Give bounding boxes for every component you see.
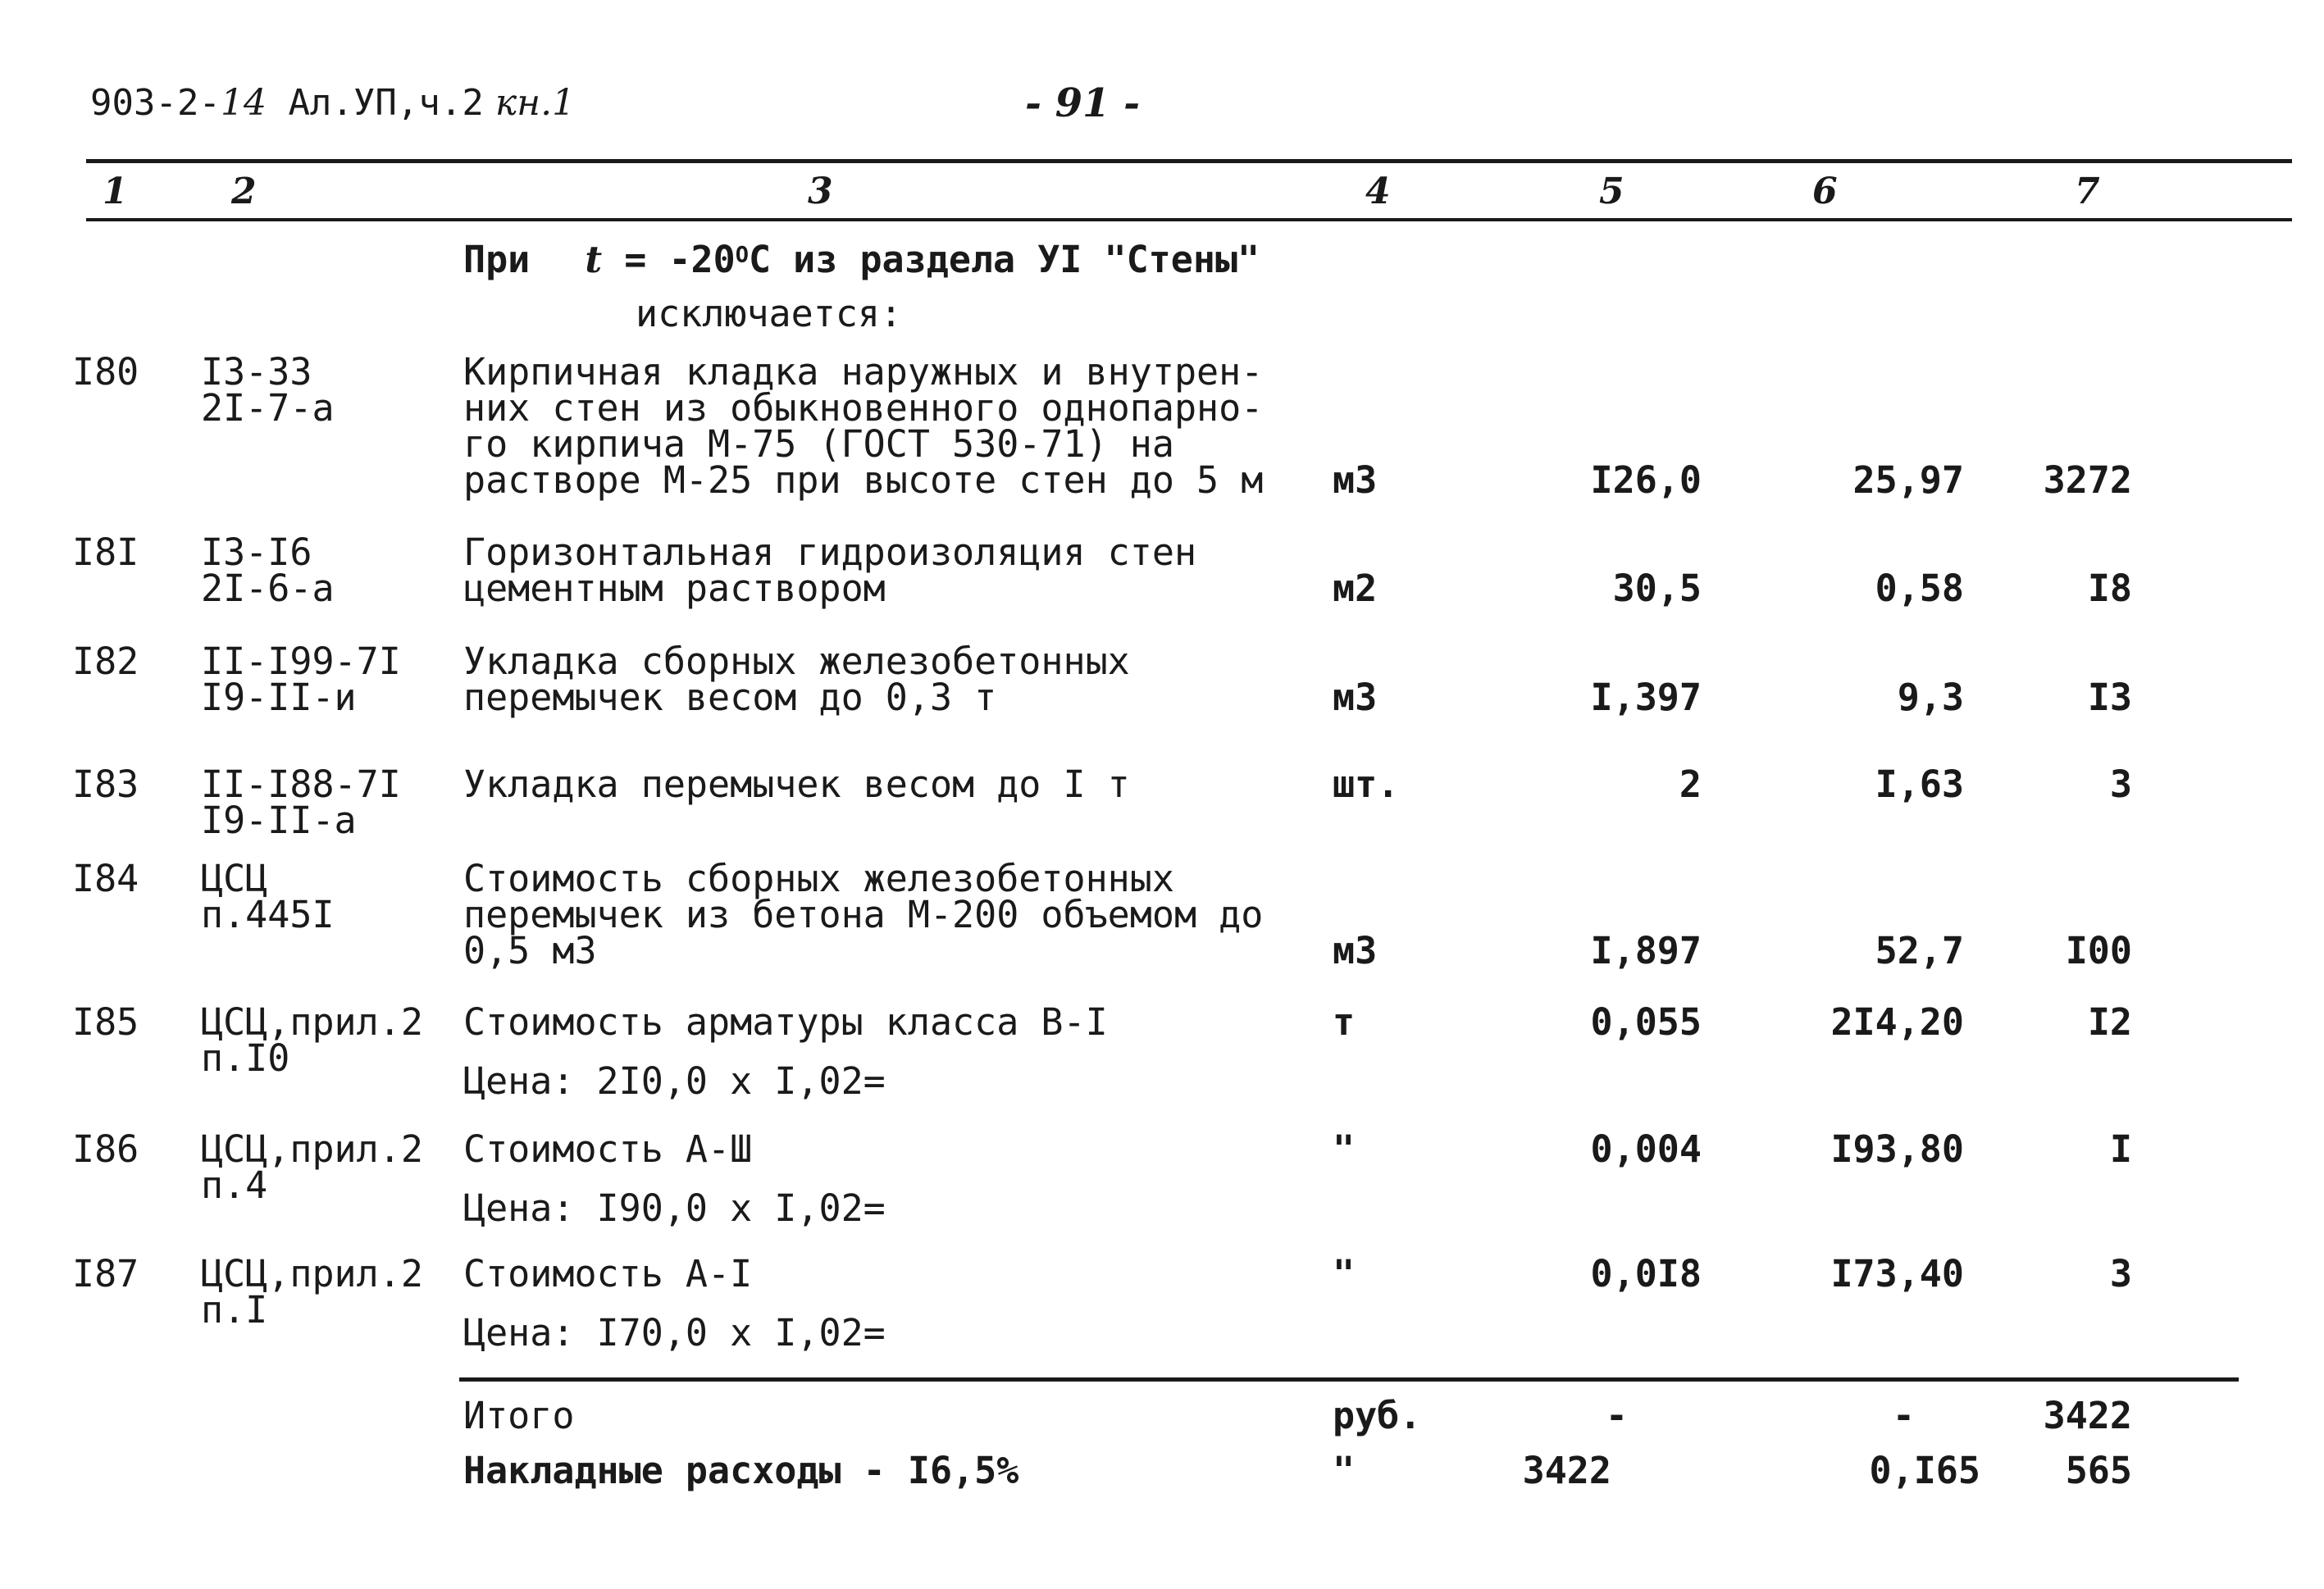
row-code: ЦСЦ,прил.2 [201,1000,423,1044]
intro-sup: O [735,242,749,268]
totals-price: - [1892,1394,1915,1437]
row-total: 3 [2109,1252,2132,1295]
col-num-5: 5 [1599,171,1625,212]
intro-line-1 [463,238,1260,281]
row-total: I3 [2087,676,2132,719]
row-price: 25,97 [1852,458,1964,502]
row-code: ЦСЦ [201,857,268,900]
row-quantity: 30,5 [1612,567,1702,610]
intro-eq: = -20 [602,238,736,281]
doc-prefix: 903-2- [90,82,221,124]
row-unit: " [1333,1252,1356,1295]
row-code: ЦСЦ,прил.2 [201,1127,423,1171]
row-code: I3-I6 [201,530,312,574]
row-quantity: 0,0I8 [1590,1252,1702,1295]
row-description: перемычек из бетона М-200 объемом до [463,893,1264,936]
row-price: 52,7 [1875,929,1964,972]
row-description: Стоимость А-I [463,1252,753,1295]
row-number: I83 [72,763,139,806]
row-number: I82 [72,640,139,683]
row-unit: м3 [1333,458,1378,502]
row-unit: т [1333,1000,1356,1044]
doc-hand-number: 14 [220,82,267,124]
col-num-2: 2 [231,171,257,212]
row-quantity: 0,004 [1590,1127,1702,1171]
row-code: ЦСЦ,прил.2 [201,1252,423,1295]
row-unit: шт. [1333,763,1400,806]
totals-total: 565 [2065,1449,2132,1492]
row-code: п.4 [201,1163,268,1207]
row-unit: м3 [1333,676,1378,719]
row-number: I87 [72,1252,139,1295]
intro-line-2: исключается: [636,292,903,335]
row-code: п.I0 [201,1036,290,1080]
header-bottom-rule [86,218,2292,221]
row-quantity: I26,0 [1590,458,1702,502]
row-price: 2I4,20 [1830,1000,1964,1044]
row-description: Горизонтальная гидроизоляция стен [463,530,1197,574]
col-num-4: 4 [1365,171,1391,212]
row-total: I [2109,1127,2132,1171]
row-description: Укладка перемычек весом до I т [463,763,1130,806]
row-price: 9,3 [1897,676,1964,719]
row-description: них стен из обыкновенного однопарно- [463,386,1264,430]
row-total: 3272 [2043,458,2132,502]
intro-prefix: При [463,238,531,281]
top-rule [86,159,2292,163]
row-code: п.445I [201,893,335,936]
row-number: I86 [72,1127,139,1171]
row-price: I,63 [1875,763,1964,806]
doc-mid: Ал.УП,ч.2 [266,82,484,124]
row-description: Стоимость А-Ш [463,1127,753,1171]
row-price: 0,58 [1875,567,1964,610]
row-number: I80 [72,350,139,394]
row-description: перемычек весом до 0,3 т [463,676,997,719]
row-number: I85 [72,1000,139,1044]
row-total: I2 [2087,1000,2132,1044]
row-number: I8I [72,530,139,574]
row-code: I9-II-и [201,676,357,719]
totals-price: 0,I65 [1869,1449,1980,1492]
row-code: II-I88-7I [201,763,401,806]
intro-rest: C из раздела УI "Стены" [749,238,1260,281]
row-code: II-I99-7I [201,640,401,683]
page-number: - 91 - [1025,80,1141,126]
totals-rule [459,1377,2239,1382]
row-description: Укладка сборных железобетонных [463,640,1130,683]
row-description: Цена: 2I0,0 х I,02= [463,1059,886,1103]
row-total: I8 [2087,567,2132,610]
row-description: го кирпича М-75 (ГОСТ 530-71) на [463,422,1174,466]
row-code: п.I [201,1288,268,1332]
col-num-6: 6 [1812,171,1838,212]
row-unit: " [1333,1127,1356,1171]
row-quantity: 0,055 [1590,1000,1702,1044]
col-num-1: 1 [103,171,128,212]
row-description: 0,5 м3 [463,929,597,972]
col-num-3: 3 [808,171,833,212]
totals-unit: руб. [1333,1394,1422,1437]
totals-total: 3422 [2043,1394,2132,1437]
row-unit: м3 [1333,929,1378,972]
row-code: 2I-7-а [201,386,335,430]
row-quantity: 2 [1679,763,1702,806]
totals-label: Итого [463,1394,575,1437]
row-price: I93,80 [1830,1127,1964,1171]
row-description: Цена: I90,0 х I,02= [463,1186,886,1230]
totals-quantity: 3422 [1522,1449,1611,1492]
row-description: Стоимость арматуры класса В-I [463,1000,1108,1044]
document-code [90,82,575,124]
row-description: Кирпичная кладка наружных и внутрен- [463,350,1264,394]
row-number: I84 [72,857,139,900]
col-num-7: 7 [2075,171,2100,212]
row-total: I00 [2065,929,2132,972]
totals-unit: " [1333,1449,1356,1492]
row-total: 3 [2109,763,2132,806]
row-description: Стоимость сборных железобетонных [463,857,1174,900]
row-code: I9-II-а [201,799,357,842]
row-code: 2I-6-а [201,567,335,610]
row-description: цементным раствором [463,567,886,610]
intro-t: t [585,238,603,281]
row-quantity: I,397 [1590,676,1702,719]
totals-label: Накладные расходы - I6,5% [463,1449,1019,1492]
row-description: растворе М-25 при высоте стен до 5 м [463,458,1264,502]
row-description: Цена: I70,0 х I,02= [463,1311,886,1355]
row-quantity: I,897 [1590,929,1702,972]
totals-quantity: - [1605,1394,1628,1437]
doc-hand-suffix: кн.1 [483,82,576,124]
row-code: I3-33 [201,350,312,394]
row-unit: м2 [1333,567,1378,610]
row-price: I73,40 [1830,1252,1964,1295]
